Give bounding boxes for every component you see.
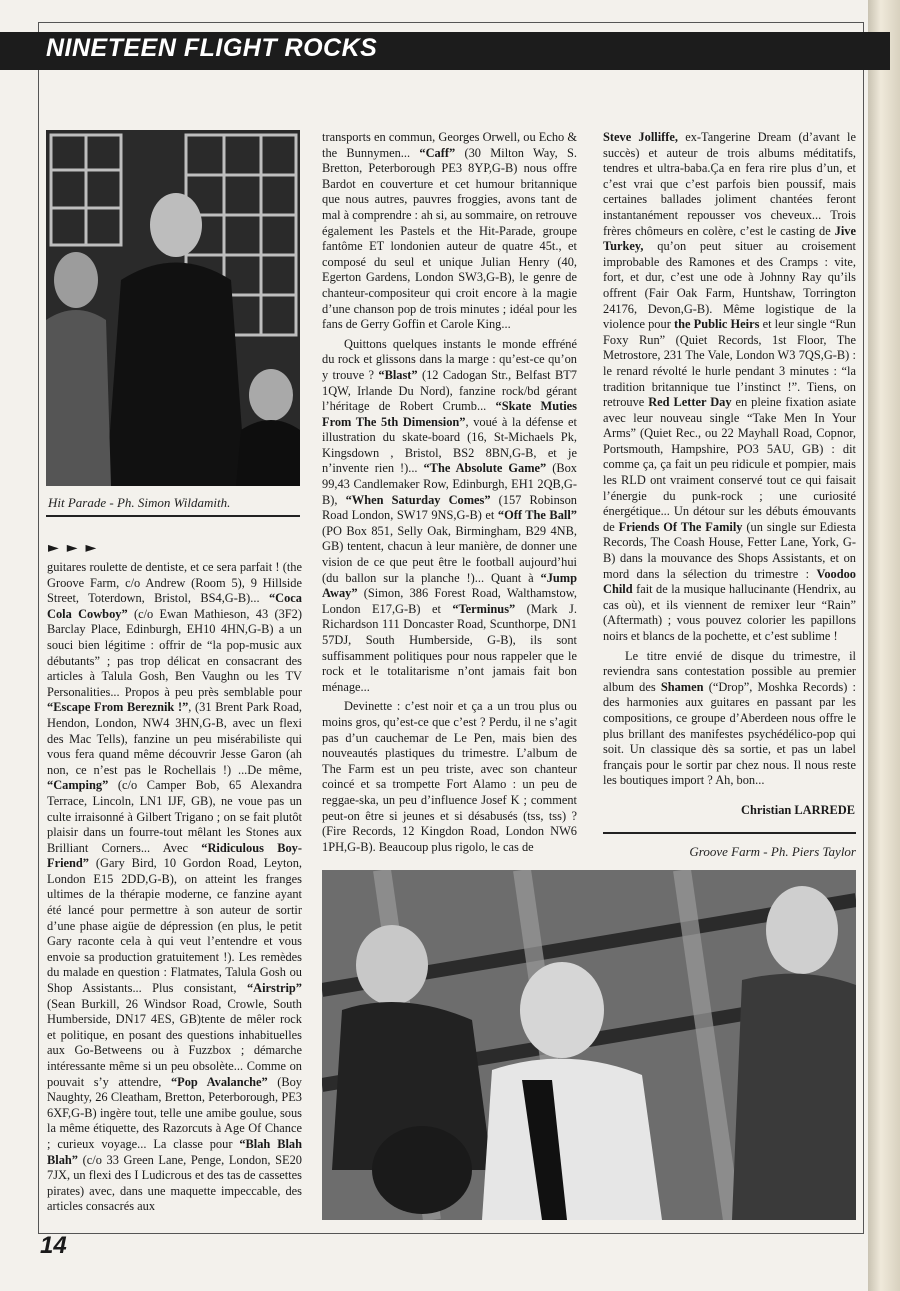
bold-reference: “Camping” [47,778,109,793]
hit-parade-caption-rule [46,515,300,517]
text-run: ex-Tangerine Dream (d’avant le succès) et auteur de trois albums méditatifs, tendres et ultra-baba.Ça en fera rire plus d’un, et c’est vrai que c’est parfois bien poussif, mais certaines ballades joliment chantées feront instantanément repousser vos cheveux... Trois frères chômeurs en colère, c’est le casting de [603,130,856,238]
text-run: (157 Robinson Road London, SW17 9NS,G-B) et [322,492,577,523]
hit-parade-photo-illustration [46,130,300,486]
text-run: transports en commun, Georges Orwell, ou Echo & the Bunnymen... [322,130,577,160]
continuation-arrows: ►►► [48,540,105,556]
groove-farm-caption-rule [603,832,856,834]
bold-reference: “Coca Cola Cowboy” [47,591,302,621]
text-run: et leur single “Run Foxy Run” (Quiet Records, 1st Floor, The Metrostore, 231 The Vale, London W3 7QS,G-B) : le renard révolté le hurle pendant 3 minutes : “la tradition britannique tue l’instinct !”. Tiens, on retrouve [603,317,856,410]
col2-paragraph-3 [322,699,577,855]
bold-reference: “Pop Avalanche” [170,1074,268,1089]
text-run: (30 Milton Way, S. Bretton, Peterborough PE3 8YP,G-B) nous offre Bardot en couverture et cet humour britannique que nous autres, pauvres froggies, avons tant de mal à comprendre : ah si, au sommaire, on retrouve également les Pastels et the Hit-Parade, groupe fantôme ET londonien auteur de quatre 45t., et composé du seul et unique Julian Henry (40, Egerton Gardens, London SW3,G-B), le genre de chanteur-compositeur qui croit encore à la magie d’une chanson pop de trois minutes ; idéal pour les fans de Gerry Goffin et Carole King... [322,145,577,332]
bold-reference: Steve Jolliffe, [603,130,678,144]
col2-paragraph-2 [322,337,577,696]
text-run: (c/o 33 Green Lane, Penge, London, SE20 7JX, un flexi des I Ludicrous et des tas de cassettes pirates) avec, dans une maquette impeccable, des articles consacrés aux [47,1152,302,1214]
text-run: en pleine fixation asiate avec leur nouveau single “Take Men In Your Arms” (Quiet Rec., ou 22 Mayhall Road, Copnor, Portsmouth, Hampshire, PO3 5AU, GB) : dit comme ça, ça fait un peu ridicule et pompier, mais les RLD ont vraiment conservé tout ce qui faisait l’énergie du punk-rock ; une curiosité énergétique... Un détour sur les débuts émouvants de [603,395,856,534]
text-run: (Simon, 386 Forest Road, Walthamstow, London E17,G-B) et [322,586,577,616]
text-run: (PO Box 851, Selly Oak, Birmingham, B29 4NB, GB) tentent, chacun à leur manière, de donner une vision de ce que peut être le football aujourd’hui (du ballon sur la planche !)... Quant à [322,523,577,585]
hit-parade-caption: Hit Parade - Ph. Simon Wildamith. [48,495,231,510]
text-run: (Gary Bird, 10 Gordon Road, Leyton, London E15 2DD,G-B), on atteint les franges ultimes de la thérapie moderne, ce fanzine ayant été lancé pour permettre à son auteur de sortir d’une phase aigüe de dépression (en plus, le petit Gary raconte cela à qui veut l’entendre et vous envoie sa production gratuitement !). Les remèdes du malade en question : Flatmates, Talula Gosh ou Shop Assistants... Plus consistant, [47,856,302,996]
groove-farm-caption: Groove Farm - Ph. Piers Taylor [689,844,856,859]
bold-reference: Friends Of The Family [618,519,743,534]
bold-reference: Voodoo Child [603,566,856,597]
bold-reference: “Terminus” [452,601,516,616]
text-run: (c/o Ewan Mathieson, 43 (3F2) Barclay Place, Edinburgh, EH10 4HN,G-B) a un souci bien légitime : offrir de “la pop-music aux débutants” ; pas trop délicat en consacrant des articles à Talula Gosh, Ben Vaughn ou les TV Personalities... Propos à peu près semblable pour [47,606,302,699]
bold-reference: “Caff” [419,145,456,160]
hit-parade-photo [46,130,300,486]
bold-reference: “Escape From Bereznik !” [47,700,189,715]
author-signature: Christian LARREDE [741,803,855,817]
groove-farm-photo [322,870,856,1220]
text-run: (Mark J. Richardson 111 Doncaster Road, Scunthorpe, DN1 57DJ, South Humberside, G-B), ils sont suffisamment politiques pour nous rappeler que le rock et le totalitarisme n’ont jamais fait bon ménage... [322,601,577,694]
text-run: (Sean Burkill, 26 Windsor Road, Crowle, South Humberside, DN17 4ES, GB)tente de mêler rock et politique, en posant des questions inhabituelles aux Go-Betweens ou à Fuzzbox ; démarche intéressante même si un peu obsolète... Comme on pouvait s’y attendre, [47,996,302,1089]
col3-paragraph-2 [603,649,856,789]
bold-reference: “The Absolute Game” [423,461,547,476]
bold-reference: “Blast” [378,367,418,382]
bold-reference: “Skate Muties From The 5th Dimension” [322,399,577,429]
text-run: Devinette : c’est noir et ça a un trou plus ou moins gros, qu’est-ce que c’est ? Perdu, il ne s’agit pas d’un cauchemar de Le Pen, mais bien des nouveautés plastiques du trimestre. L’album de The Farm est un peu triste, avec son chanteur coincé et sa trompette Fort Alamo : un peu de reggae-ska, un peu d’influence Josef K ; comment peut-on être si jeunes et si désabusés (tss, tss) ? (Fire Records, 12 Kingdon Road, London NW6 1PH,G-B). Beaucoup plus rigolo, le cas de [322,699,577,854]
text-run: , (31 Brent Park Road, Hendon, London, NW4 3HN,G-B, avec un flexi des Mac Tells), fanzine un peu misérabiliste qui vous fera quand même découvrir Jesse Garon (ah non, ce n’est pas le Rochellais !) ...De même, [47,700,303,777]
text-run: (Box 99,43 Candlemaker Row, Edinburgh, EH1 2QB,G-B), [322,461,577,507]
section-title: NINETEEN FLIGHT ROCKS [46,34,378,62]
bold-reference: “Off The Ball” [497,508,577,523]
text-run: (un single sur Ediesta Records, The Coash House, Fetter Lane, York, G-B) dans la mouvance des Shops Assistants, et on mord dans la sélection du trimestre : [603,519,857,581]
article-column-2 [322,130,577,859]
bold-reference: “Jump Away” [322,570,577,601]
text-run: (12 Cadogan Str., Belfast BT7 1QW, Irlande Du Nord), fanzine rock/bd gérant l’héritage de Robert Crumb... [322,367,577,414]
bold-reference: Shamen [660,679,704,694]
bold-reference: the Public Heirs [673,317,760,332]
col1-paragraph-1 [47,560,302,1215]
bold-reference: “Blah Blah Blah” [47,1136,302,1167]
text-run: (c/o Camper Bob, 65 Alexandra Terrace, Lincoln, LN1 IJF, GB), ne voue pas un culte irraisonné à Gilbert Trigano ; on se fait plutôt plaisir dans un fourre-tout mêlant les Stones aux Brilliant Corners... Avec [47,778,302,855]
text-run: (“Drop”, Moshka Records) : des harmonies aux guitares en passant par les compositions, ce groupe d’Aberdeen nous offre le plus brillant des manifestes psychédélico-pop qui soit. Un classique dès sa sortie, et pas un label français pour le sortir par chez nous. Il nous reste les boutiques import ? Ah, bon... [603,679,856,788]
text-run: (Boy Naughty, 26 Cleatham, Bretton, Peterborough, PE3 6XF,G-B) ingère tout, telle une amibe goulue, sous la même étiquette, des Razorcuts à Age Of Chance ; curieux voyage... La classe pour [47,1074,303,1151]
article-column-1 [47,560,302,1219]
page-number: 14 [40,1232,67,1259]
groove-farm-photo-illustration [322,870,856,1220]
bold-reference: “Airstrip” [246,981,302,996]
col3-paragraph-1 [603,130,856,645]
text-run: qu’on peut situer au croisement improbable des Ramones et des Cramps : vite, fort, et dur, c’est une ode à Johnny Ray qu’ils offrent (Fair Oak Farm, Huntshaw, Torrington 24176, Devon,G-B). Même logistique de la violence pour [603,239,856,332]
bold-reference: “Ridiculous Boy-Friend” [47,840,302,871]
text-run: guitares roulette de dentiste, et ce sera parfait ! (the Groove Farm, c/o Andrew (Room 5), 9 Hillside Street, Toterdown, Bristol, BS4,G-B)... [47,560,302,606]
bold-reference: Jive Turkey, [603,223,856,254]
text-run: Le titre envié de disque du trimestre, il reviendra sans contestation possible au premier album des [603,648,856,694]
bold-reference: Red Letter Day [648,395,732,410]
article-column-3 [603,130,856,793]
page-edge [868,0,900,1291]
text-run: , voué à la défense et illustration du skate-board (16, St-Michaels Pk, Kingsdown , Bristol, BS2 8BN,G-B, et je n’invente rien !)... [322,414,577,476]
text-run: fait de la musique hallucinante (Hendrix, au cas où), et ils viennent de remixer leur “Rain” (Aftermath) ; vous pouvez colorier les papillons noirs et blancs de la pochette, et c’est sublime ! [603,582,856,643]
col2-paragraph-1 [322,130,577,333]
bold-reference: “When Saturday Comes” [345,492,491,507]
text-run: Quittons quelques instants le monde effréné du rock et glissons dans la marge : qu’est-ce qu’on y trouve ? [322,336,577,382]
